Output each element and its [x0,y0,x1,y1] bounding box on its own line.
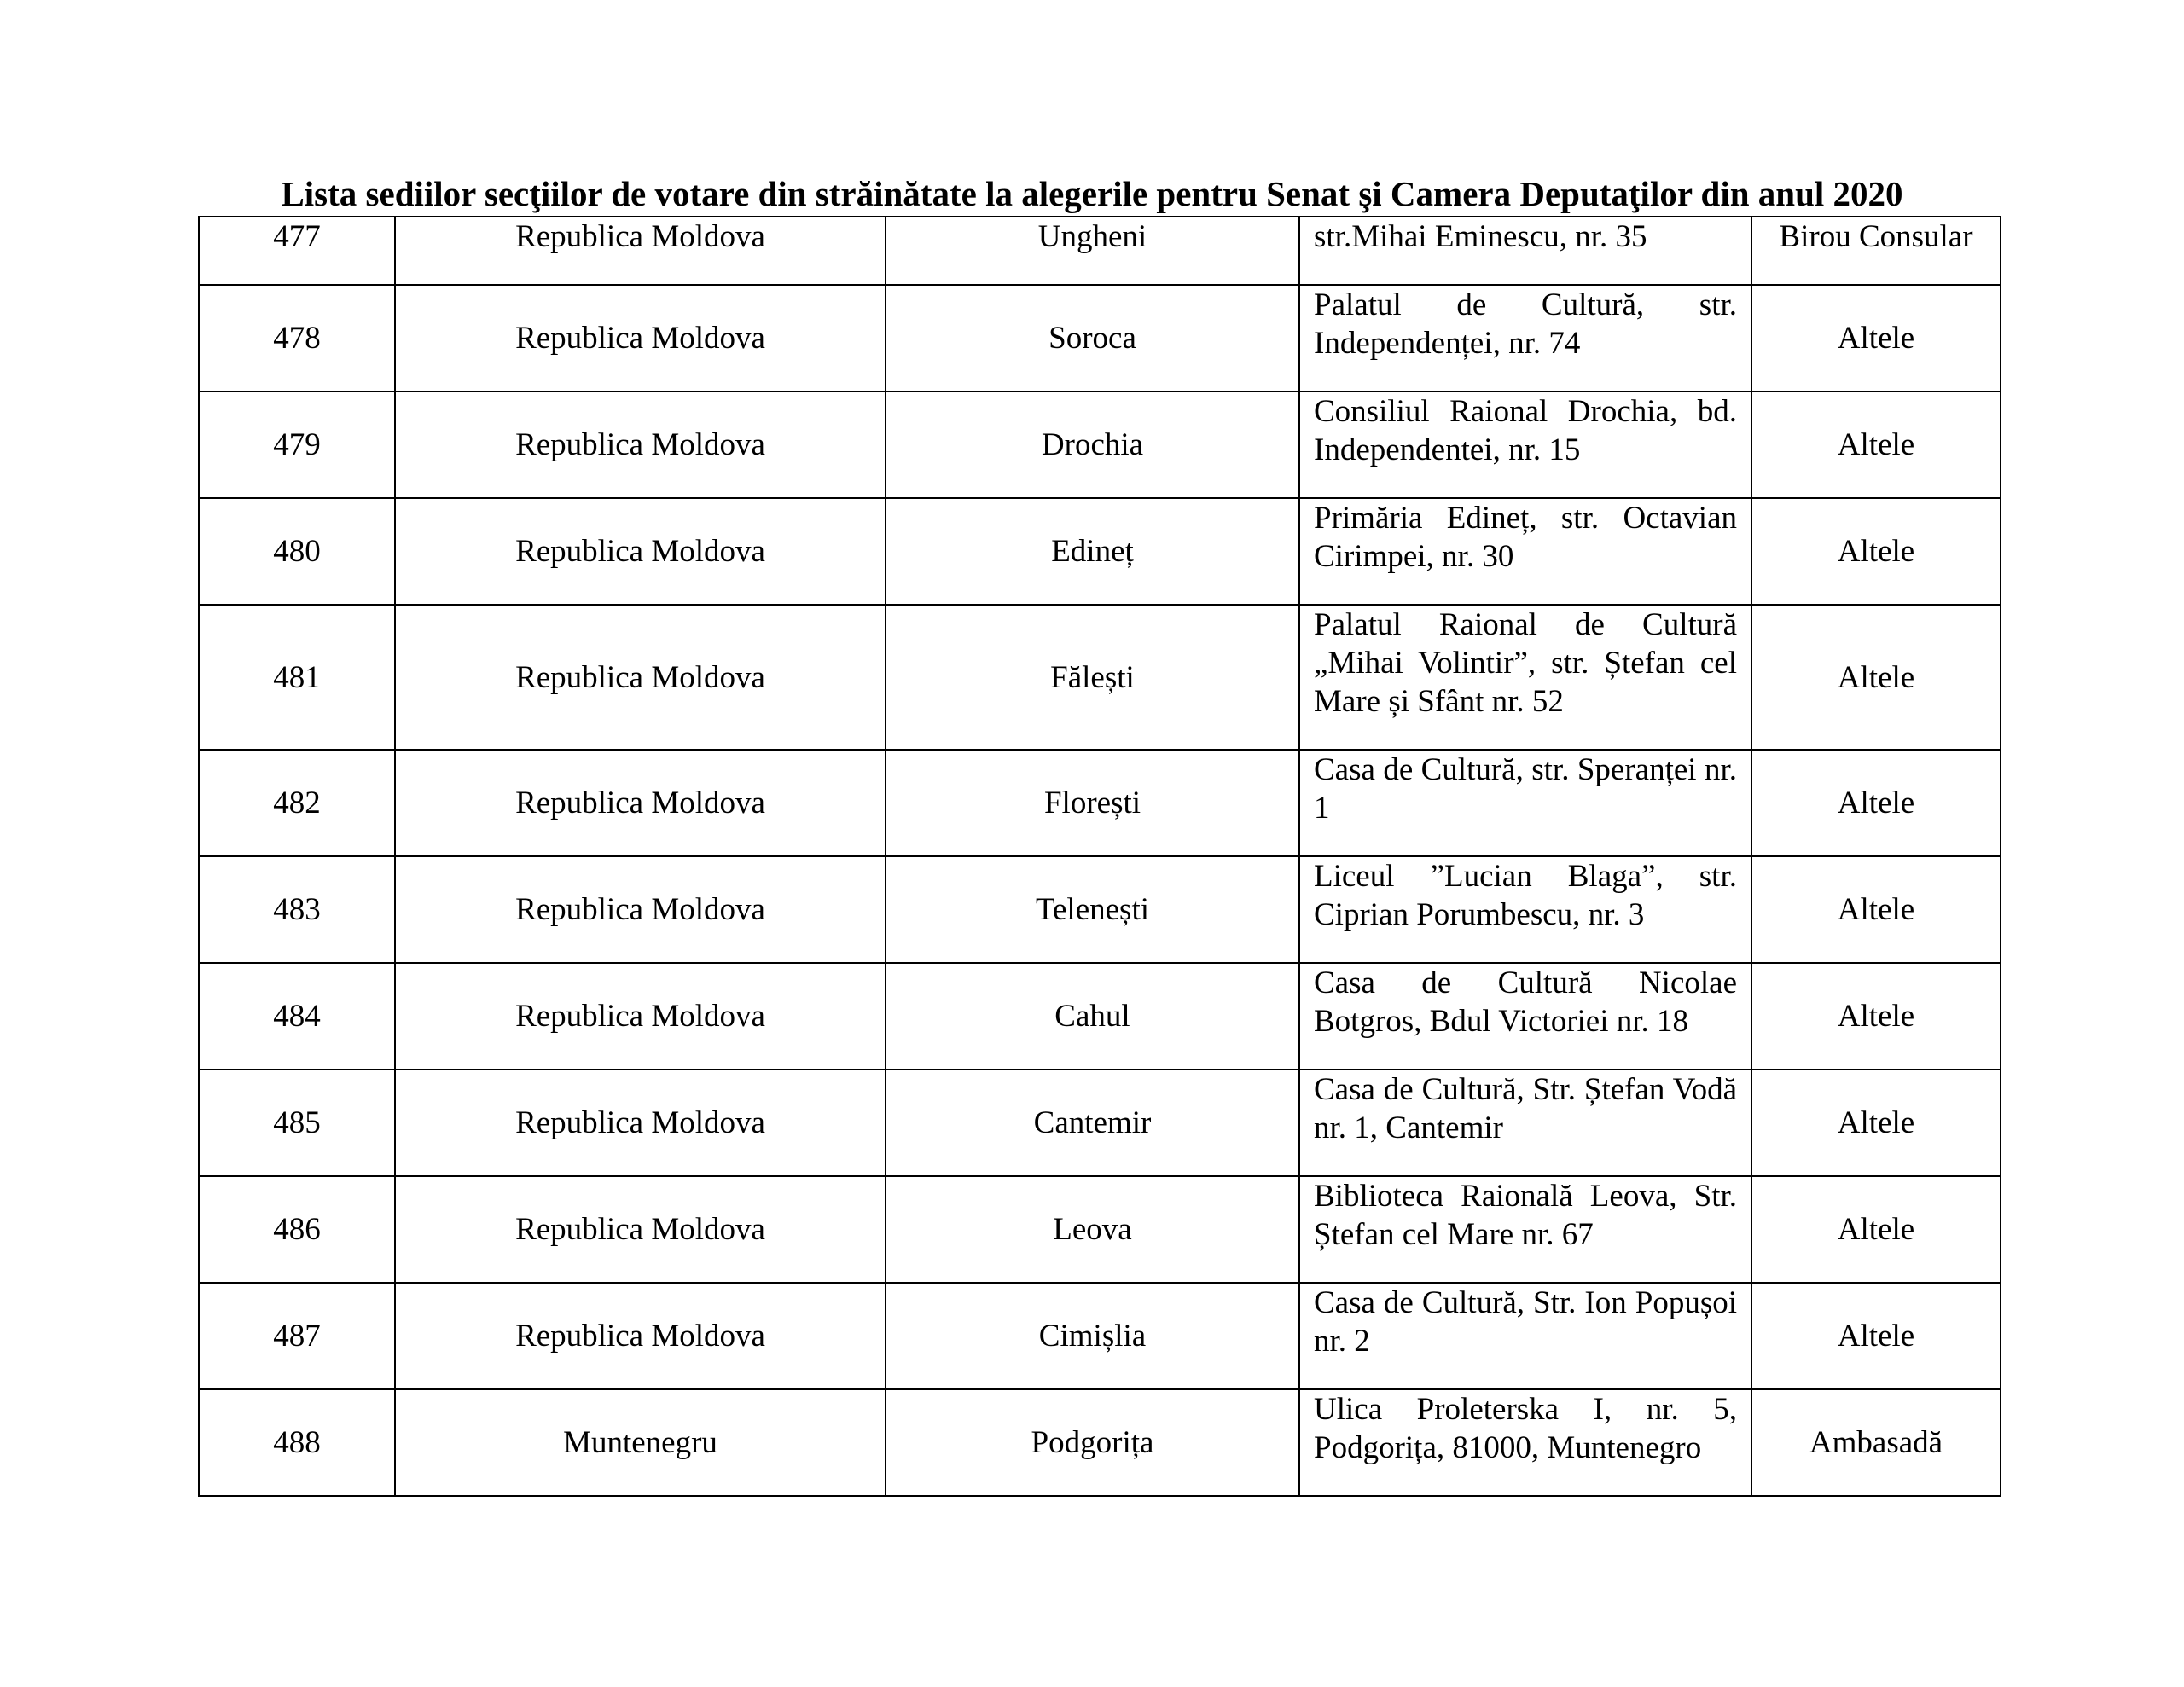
section-number: 479 [199,391,395,498]
section-number: 483 [199,856,395,963]
section-type: Altele [1751,1283,2001,1389]
section-type: Altele [1751,856,2001,963]
address: Casa de Cultură, str. Speranței nr. 1 [1299,750,1751,856]
section-number: 477 [199,217,395,285]
section-number: 482 [199,750,395,856]
locality: Soroca [886,285,1299,391]
country: Republica Moldova [395,1176,886,1283]
country: Republica Moldova [395,391,886,498]
table-row [199,963,2001,1070]
table-row [199,391,2001,498]
table-row [199,750,2001,856]
table-row [199,1389,2001,1496]
section-number: 481 [199,605,395,750]
locality: Florești [886,750,1299,856]
table-row [199,1070,2001,1176]
section-type: Ambasadă [1751,1389,2001,1496]
table-row [199,217,2001,285]
section-type: Altele [1751,391,2001,498]
locality: Drochia [886,391,1299,498]
locality: Edineț [886,498,1299,605]
address: Liceul ”Lucian Blaga”, str. Ciprian Porumbescu, nr. 3 [1299,856,1751,963]
country: Republica Moldova [395,750,886,856]
address: Casa de Cultură, Str. Ion Popușoi nr. 2 [1299,1283,1751,1389]
country: Republica Moldova [395,1070,886,1176]
country: Muntenegru [395,1389,886,1496]
section-type: Altele [1751,750,2001,856]
polling-stations-table [198,216,2001,1497]
country: Republica Moldova [395,285,886,391]
country: Republica Moldova [395,498,886,605]
table-row [199,285,2001,391]
page-title: Lista sediilor secţiilor de votare din străinătate la alegerile pentru Senat şi Camera Deputaţilor din anul 2020 [281,174,1903,213]
section-number: 480 [199,498,395,605]
locality: Fălești [886,605,1299,750]
locality: Ungheni [886,217,1299,285]
locality: Leova [886,1176,1299,1283]
locality: Cantemir [886,1070,1299,1176]
address: Palatul de Cultură, str. Independenței, nr. 74 [1299,285,1751,391]
address: Palatul Raional de Cultură „Mihai Volintir”, str. Ștefan cel Mare și Sfânt nr. 52 [1299,605,1751,750]
section-type: Altele [1751,498,2001,605]
country: Republica Moldova [395,1283,886,1389]
table-row [199,605,2001,750]
country: Republica Moldova [395,963,886,1070]
address: Consiliul Raional Drochia, bd. Independentei, nr. 15 [1299,391,1751,498]
section-number: 487 [199,1283,395,1389]
address: Casa de Cultură, Str. Ștefan Vodă nr. 1, Cantemir [1299,1070,1751,1176]
section-number: 485 [199,1070,395,1176]
address: Primăria Edineț, str. Octavian Cirimpei, nr. 30 [1299,498,1751,605]
table-row [199,856,2001,963]
section-type: Birou Consular [1751,217,2001,285]
country: Republica Moldova [395,605,886,750]
section-number: 478 [199,285,395,391]
section-type: Altele [1751,963,2001,1070]
table-row [199,1283,2001,1389]
country: Republica Moldova [395,856,886,963]
section-type: Altele [1751,285,2001,391]
country: Republica Moldova [395,217,886,285]
address: Biblioteca Raională Leova, Str. Ștefan cel Mare nr. 67 [1299,1176,1751,1283]
locality: Cahul [886,963,1299,1070]
address: str.Mihai Eminescu, nr. 35 [1299,217,1751,285]
locality: Telenești [886,856,1299,963]
address: Ulica Proleterska I, nr. 5, Podgorița, 81000, Muntenegro [1299,1389,1751,1496]
section-type: Altele [1751,605,2001,750]
section-type: Altele [1751,1070,2001,1176]
address: Casa de Cultură Nicolae Botgros, Bdul Victoriei nr. 18 [1299,963,1751,1070]
section-number: 484 [199,963,395,1070]
section-number: 488 [199,1389,395,1496]
locality: Podgorița [886,1389,1299,1496]
table-row [199,498,2001,605]
section-type: Altele [1751,1176,2001,1283]
section-number: 486 [199,1176,395,1283]
locality: Cimișlia [886,1283,1299,1389]
table-row [199,1176,2001,1283]
